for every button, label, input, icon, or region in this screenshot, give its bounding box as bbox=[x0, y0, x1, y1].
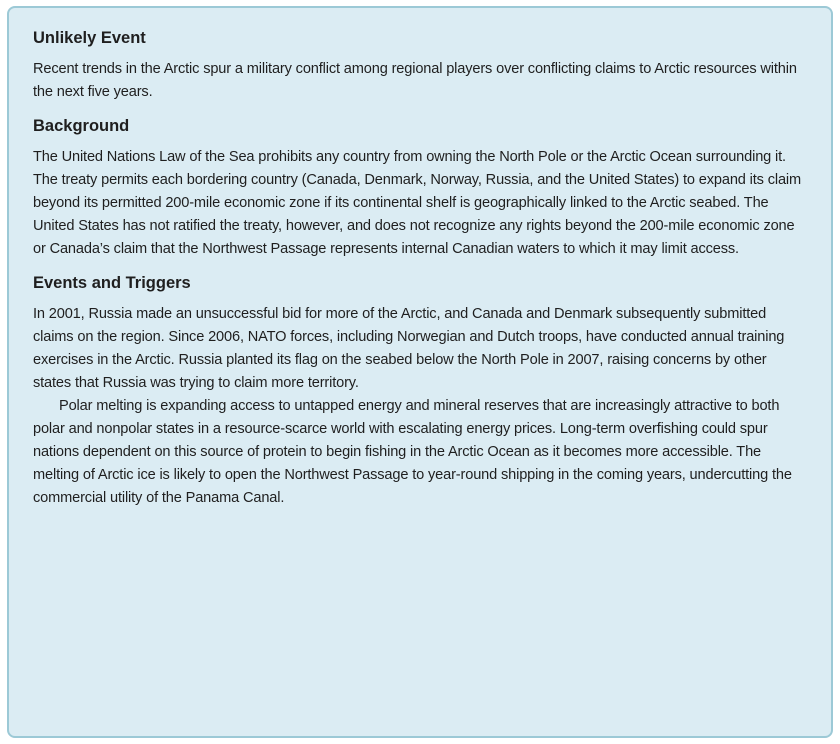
scenario-panel bbox=[7, 6, 833, 738]
events-triggers-heading: Events and Triggers bbox=[33, 274, 191, 292]
unlikely-event-heading: Unlikely Event bbox=[33, 29, 146, 47]
events-triggers-section bbox=[33, 273, 807, 510]
unlikely-event-section bbox=[33, 28, 807, 104]
events-triggers-paragraph-2: Polar melting is expanding access to untapped energy and mineral reserves that are increasingly attractive to both polar and nonpolar states in a resource-scarce world with escalating energy prices. Long-term overfishing could spur nations dependent on this source of protein to begin fishing in the Arctic Ocean as it becomes more accessible. The melting of Arctic ice is likely to open the Northwest Passage to year-round shipping in the coming years, undercutting the commercial utility of the Panama Canal. bbox=[33, 398, 792, 506]
unlikely-event-text: Recent trends in the Arctic spur a military conflict among regional players over conflicting claims to Arctic resources within the next five years. bbox=[33, 61, 797, 100]
events-triggers-paragraph-1: In 2001, Russia made an unsuccessful bid for more of the Arctic, and Canada and Denmark subsequently submitted claims on the region. Since 2006, NATO forces, including Norwegian and Dutch troops, have conducted annual training exercises in the Arctic. Russia planted its flag on the seabed below the North Pole in 2007, raising concerns by other states that Russia was trying to claim more territory. bbox=[33, 306, 785, 391]
background-text: The United Nations Law of the Sea prohibits any country from owning the North Pole or the Arctic Ocean surrounding it. The treaty permits each bordering country (Canada, Denmark, Norway, Russia, and the United States) to expand its claim beyond its permitted 200-mile economic zone if its continental shelf is geographically linked to the Arctic seabed. The United States has not ratified the treaty, however, and does not recognize any rights beyond the 200-mile economic zone or Canada’s claim that the Northwest Passage represents internal Canadian waters to which it may limit access. bbox=[33, 149, 802, 257]
background-section bbox=[33, 116, 807, 261]
background-heading: Background bbox=[33, 117, 130, 135]
